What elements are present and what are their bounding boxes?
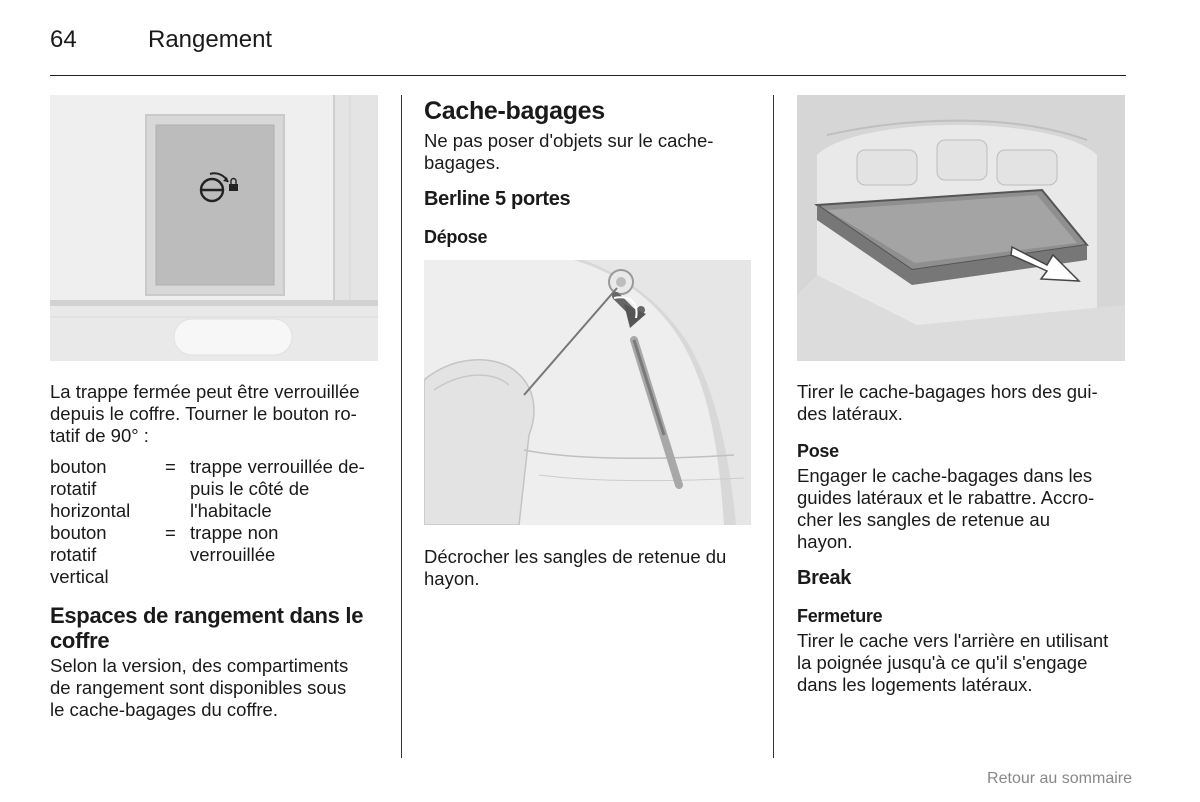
strap-removal-illustration: [424, 260, 751, 525]
text-line: des latéraux.: [797, 403, 903, 424]
definition-desc-locked: [190, 456, 390, 522]
text-line: l'habitacle: [190, 500, 272, 521]
heading-break: Break: [797, 567, 852, 589]
definition-equals: =: [165, 456, 176, 477]
warning-paragraph: [424, 130, 764, 174]
text-line: Décrocher les sangles de retenue du: [424, 546, 727, 567]
pose-paragraph: [797, 465, 1142, 553]
text-line: la poignée jusqu'à ce qu'il s'engage: [797, 652, 1088, 673]
lock-rotary-knob-icon: [196, 171, 246, 205]
column-divider-1: [401, 95, 402, 758]
storage-paragraph: [50, 655, 390, 721]
section-heading-storage: [50, 603, 390, 653]
text-line: cher les sangles de retenue au: [797, 509, 1051, 530]
text-line: trappe verrouillée de-: [190, 456, 365, 477]
text-line: Tirer le cache-bagages hors des gui-: [797, 381, 1098, 402]
text-line: tatif de 90° :: [50, 425, 149, 446]
text-line: Selon la version, des compartiments: [50, 655, 349, 676]
text-line: guides latéraux et le rabattre. Accro-: [797, 487, 1095, 508]
text-line: bagages.: [424, 152, 501, 173]
text-line: bouton: [50, 522, 107, 543]
definition-desc-unlocked: [190, 522, 390, 566]
text-line: trappe non: [190, 522, 279, 543]
text-line: de rangement sont disponibles sous: [50, 677, 347, 698]
heading-cache-bagages: Cache-bagages: [424, 97, 605, 125]
text-line: depuis le coffre. Tourner le bouton ro-: [50, 403, 357, 424]
text-line: Espaces de rangement dans le: [50, 603, 364, 628]
trunk-hatch-illustration: [50, 95, 378, 361]
text-line: La trappe fermée peut être verrouillée: [50, 381, 360, 402]
definition-equals: =: [165, 522, 176, 543]
pull-out-paragraph: [797, 381, 1142, 425]
heading-pose: Pose: [797, 441, 839, 461]
intro-paragraph: [50, 381, 395, 447]
subheading-berline: Berline 5 portes: [424, 188, 571, 210]
text-line: bouton: [50, 456, 107, 477]
text-line: horizontal: [50, 500, 131, 521]
page-number: 64: [50, 26, 77, 53]
definition-term-horizontal: [50, 456, 160, 522]
back-to-contents-link[interactable]: Retour au sommaire: [987, 770, 1132, 787]
text-line: verrouillée: [190, 544, 276, 565]
text-line: le cache-bagages du coffre.: [50, 699, 278, 720]
text-line: Engager le cache-bagages dans les: [797, 465, 1093, 486]
definition-term-vertical: [50, 522, 160, 588]
text-line: hayon.: [424, 568, 480, 589]
heading-fermeture: Fermeture: [797, 606, 883, 626]
page-title: Rangement: [148, 26, 273, 53]
text-line: rotatif: [50, 544, 97, 565]
text-line: puis le côté de: [190, 478, 310, 499]
text-line: rotatif: [50, 478, 97, 499]
text-line: vertical: [50, 566, 109, 587]
cargo-cover-illustration: [797, 95, 1125, 361]
text-line: Ne pas poser d'objets sur le cache-: [424, 130, 714, 151]
heading-depose: Dépose: [424, 227, 488, 247]
column-divider-2: [773, 95, 774, 758]
text-line: Tirer le cache vers l'arrière en utilisant: [797, 630, 1109, 651]
text-line: hayon.: [797, 531, 853, 552]
header-rule: [50, 75, 1126, 76]
fermeture-paragraph: [797, 630, 1142, 696]
text-line: dans les logements latéraux.: [797, 674, 1033, 695]
removal-caption: [424, 546, 764, 590]
text-line: coffre: [50, 628, 110, 653]
